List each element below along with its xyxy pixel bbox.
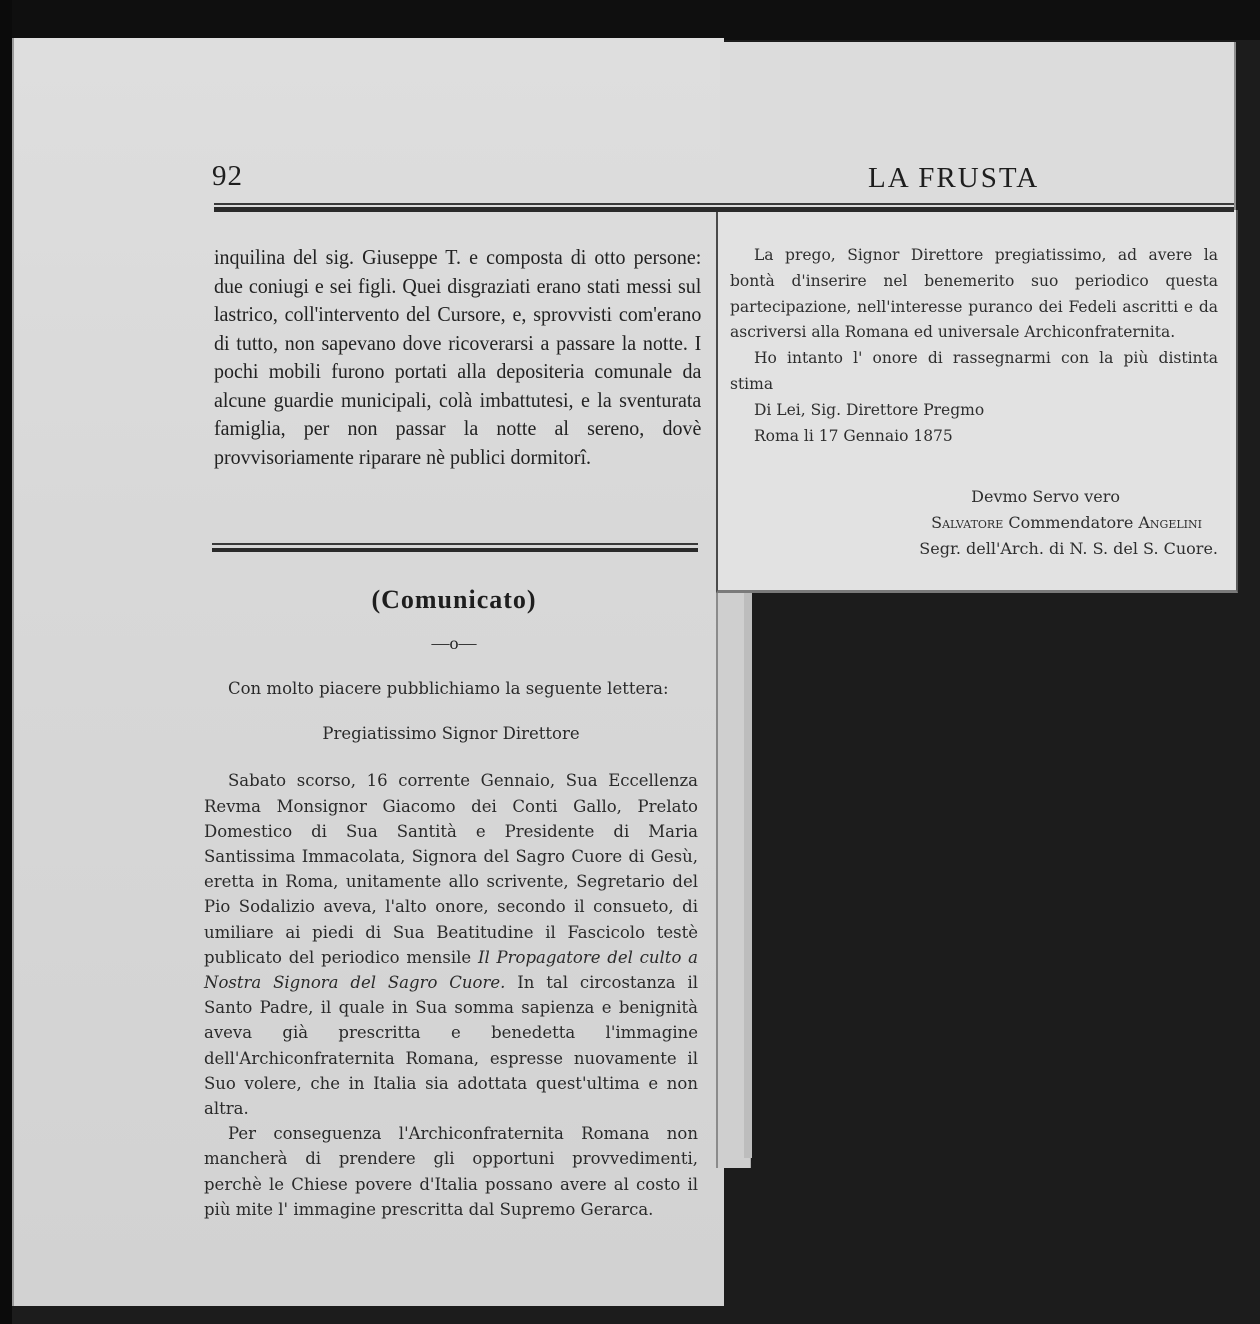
periodical-title: Il Propagatore del culto a Nostra Signora del Sagro Cuore. [204, 947, 698, 993]
letter-paragraph-1-start: Sabato scorso, 16 corrente Gennaio, Sua Eccellenza Revma Monsignor Giacomo dei Conti Gallo, Prelato Domestico di Sua Santità e Presidente di Maria Santissima Immacolata, Signora del Sagro Cuore di Gesù, eretta in Roma, unitamente allo scrivente, Segretario del Pio Sodalizio aveva, l'alto onore, secondo il consueto, di umiliare ai piedi di Sua Beatitudine il Fascicolo testè publicato del periodico mensile [204, 771, 698, 967]
signature-name [730, 510, 1218, 536]
page-number: 92 [212, 160, 243, 192]
letter-paragraph-4: Ho intanto l' onore di rassegnarmi con la più distinta stima [730, 349, 1218, 393]
letter-paragraph-3: La prego, Signor Direttore pregiatissimo, ad avere la bontà d'inserire nel benemerito suo periodico questa partecipazione, nell'interesse puranco dei Fedeli ascritti e da ascriversi alla Romana ed universale Archiconfraternita. [730, 246, 1218, 342]
letter-paragraph-1 [204, 768, 698, 1121]
letter-continued [730, 243, 1218, 449]
page-stack-edge-inner [744, 588, 752, 1158]
letter-date: Roma li 17 Gennaio 1875 [754, 426, 953, 445]
letter-paragraph-2: Per conseguenza l'Archiconfraternita Romana non mancherà di prendere gli opportuni provvedimenti, perchè le Chiese povere d'Italia possano avere al costo il più mite l' immagine prescritta dal Supremo Gerarca. [204, 1124, 698, 1219]
letter-paragraph-1-end: In tal circostanza il Santo Padre, il quale in Sua somma sapienza e benignità aveva già prescritta e benedetta l'immagine dell'Archiconfraternita Romana, espresse nuovamente il Suo volere, che in Italia sia adottata quest'ultima e non altra. [204, 973, 698, 1119]
letter-salutation: Pregiatissimo Signor Direttore [322, 724, 580, 744]
signature-honorific: Commendatore [1003, 513, 1139, 532]
section-rule-thick [212, 548, 698, 552]
left-column-text: inquilina del sig. Giuseppe T. e composta di otto persone: due coniugi e sei figli. Quei disgraziati erano stati messi sul lastrico, coll'intervento del Cursore, e, sprovvisti com'erano di tutto, non sapevano dove ricoverarsi a passare la notte. I pochi mobili furono portati alla depositeria comunale da alcune guardie municipali, colà imbattutesi, e la sventurata famiglia, per non passar la notte al sereno, dovè provvisoriamente riparare nè publici dormitorî. [214, 245, 702, 469]
signature-surname: Angelini [1138, 513, 1202, 532]
section-title: (Comunicato) [371, 585, 537, 614]
letter-regards: Di Lei, Sig. Direttore Pregmo [754, 400, 985, 419]
communicato-intro: Con molto piacere pubblichiamo la seguente lettera: [228, 679, 669, 698]
signature-closing: Devmo Servo vero [971, 487, 1120, 506]
signature-title: Segr. dell'Arch. di N. S. del S. Cuore. [919, 539, 1218, 558]
masthead-title: LA FRUSTA [868, 162, 1040, 194]
section-separator: —o— [431, 633, 477, 653]
signature-first-name: Salvatore [931, 513, 1004, 532]
letter-signature [730, 484, 1218, 562]
communicato-body [204, 676, 698, 1222]
header-rule-thin [214, 203, 1234, 205]
header-rule-thick [214, 207, 1234, 212]
scan-background-top [0, 0, 1260, 40]
scan-background-left [0, 0, 12, 1324]
section-rule-thin [212, 543, 698, 545]
